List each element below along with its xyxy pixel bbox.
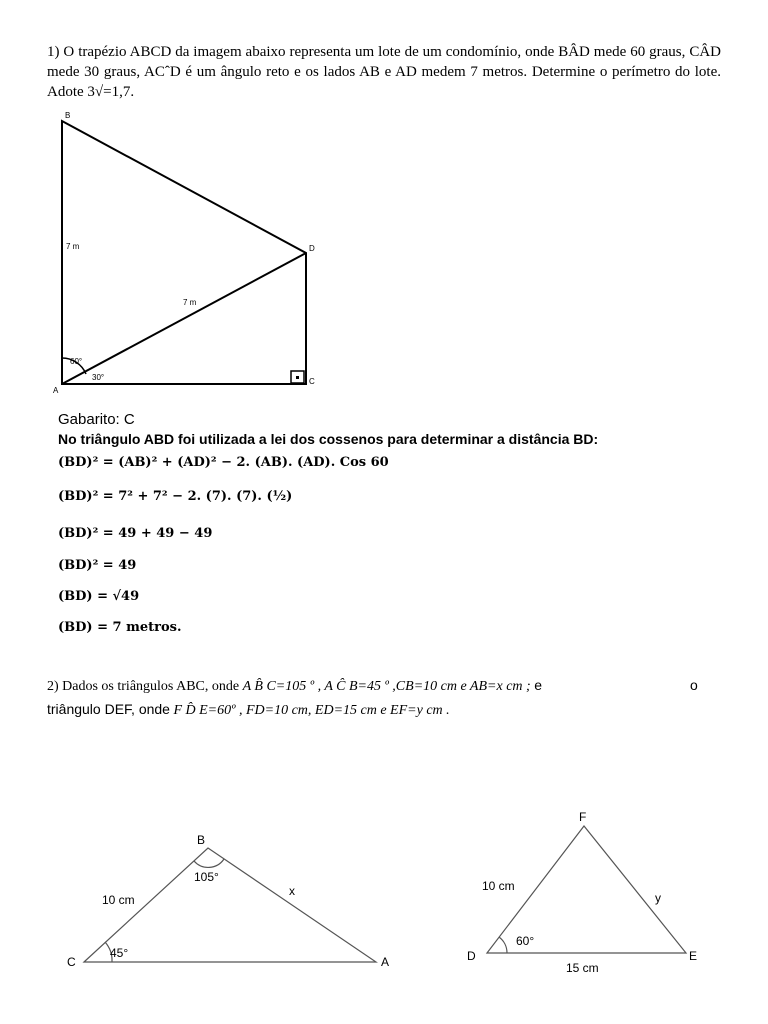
side-cb-label: 10 cm (102, 893, 135, 907)
equation-2: (BD)² = 7² + 7² − 2. (7). (7). (½) (58, 489, 293, 504)
question-2-intro: 2) Dados os triângulos ABC, onde (47, 679, 240, 694)
question-2-line-1 (47, 677, 542, 695)
equation-1: (BD)² = (AB)² + (AD)² − 2. (AB). (AD). Cos 60 (58, 455, 389, 470)
angle-b-label: 105° (194, 870, 219, 884)
equation-6: (BD) = 7 metros. (58, 620, 182, 635)
angle-c-label: 45° (110, 946, 129, 960)
trapezoid-outline (62, 121, 306, 384)
side-ad-label: 7 m (183, 298, 197, 307)
side-de-label: 15 cm (566, 961, 599, 975)
vertex-b-label: B (197, 833, 206, 847)
question-2-line-2 (47, 701, 450, 719)
side-ab-label: 7 m (66, 242, 80, 251)
question-1-text: 1) O trapézio ABCD da imagem abaixo representa um lote de um condomínio, onde BÂD mede 60 graus, CÂD mede 30 graus, ACˆD é um ângulo reto e os lados AB e AD medem 7 metros. Determine o perímetro do lote. Adote 3√=1,7. (47, 44, 721, 100)
vertex-d-label: D (467, 949, 476, 963)
side-y-label: y (655, 891, 661, 905)
vertex-c-label: C (67, 955, 76, 969)
vertex-c-label: C (309, 377, 315, 386)
angle-arc-105 (194, 859, 224, 867)
question-2-def-intro: triângulo DEF, onde (47, 701, 170, 717)
question-2-abc-conditions: A B̂ C=105 º , A Ĉ B=45 º ,CB=10 cm e AB=x cm ; (242, 679, 531, 694)
side-x-label: x (289, 884, 295, 898)
angle-cad-label: 30° (92, 373, 105, 382)
vertex-f-label: F (579, 810, 587, 824)
triangle-def-figure (460, 805, 710, 977)
question-2-def-conditions: F D̂ E=60º , FD=10 cm, ED=15 cm e EF=y cm . (173, 703, 450, 718)
equation-5: (BD) = √49 (58, 589, 140, 604)
question-2-article: o (690, 677, 698, 693)
vertex-a-label: A (53, 386, 59, 395)
vertex-a-label: A (381, 955, 390, 969)
angle-d-label: 60° (516, 934, 535, 948)
angle-bad-label: 60° (70, 357, 83, 366)
gabarito-title: Gabarito: C (58, 411, 135, 428)
gabarito-description: No triângulo ABD foi utilizada a lei dos cossenos para determinar a distância BD: (58, 431, 599, 447)
side-df-label: 10 cm (482, 879, 515, 893)
vertex-d-label: D (309, 244, 315, 253)
vertex-b-label: B (65, 111, 71, 120)
question-2-conjunction: e (534, 677, 542, 693)
diagonal-ad (62, 253, 306, 384)
vertex-e-label: E (689, 949, 698, 963)
angle-arc-60 (499, 937, 507, 953)
equation-3: (BD)² = 49 + 49 − 49 (58, 526, 213, 541)
trapezoid-figure (45, 108, 335, 400)
equation-4: (BD)² = 49 (58, 558, 137, 573)
triangle-abc-figure (60, 825, 400, 975)
